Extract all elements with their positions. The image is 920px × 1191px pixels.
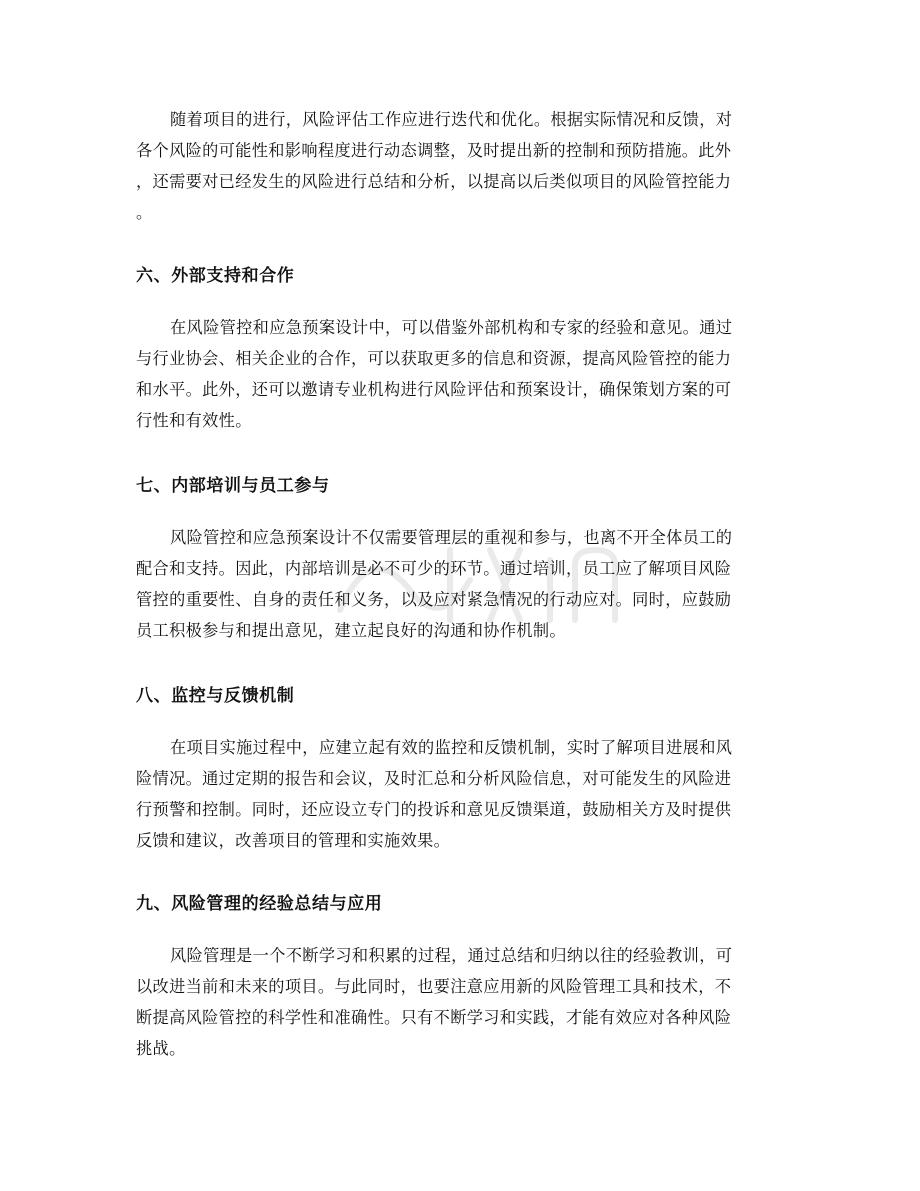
section-heading-monitoring-feedback: 八、监控与反馈机制	[136, 686, 295, 706]
paragraph-line: 行预警和控制。同时，还应设立专门的投诉和意见反馈渠道，鼓励相关方及时提供	[136, 800, 732, 819]
paragraph-line: 挑战。	[136, 1039, 186, 1058]
paragraph-risk-experience	[136, 940, 786, 1064]
paragraph-monitoring-feedback	[136, 732, 786, 856]
paragraph-line: 以改进当前和未来的项目。与此同时，也要注意应用新的风险管理工具和技术，不	[136, 977, 732, 996]
watermark-logo	[300, 490, 630, 660]
paragraph-line: 断提高风险管控的科学性和准确性。只有不断学习和实践，才能有效应对各种风险	[136, 1008, 732, 1027]
paragraph-line: 在风险管控和应急预案设计中，可以借鉴外部机构和专家的经验和意见。通过	[170, 318, 733, 337]
paragraph-risk-iteration	[136, 104, 786, 228]
paragraph-line: 行性和有效性。	[136, 411, 252, 430]
paragraph-external-support	[136, 312, 786, 436]
paragraph-line: 配合和支持。因此，内部培训是必不可少的环节。通过培训，员工应了解项目风险	[136, 559, 732, 578]
paragraph-line: 反馈和建议，改善项目的管理和实施效果。	[136, 831, 451, 850]
paragraph-line: 随着项目的进行，风险评估工作应进行迭代和优化。根据实际情况和反馈，对	[170, 110, 733, 129]
paragraph-line: 风险管理是一个不断学习和积累的过程，通过总结和归纳以往的经验教训，可	[170, 946, 733, 965]
section-heading-external-support: 六、外部支持和合作	[136, 266, 295, 286]
paragraph-line: 险情况。通过定期的报告和会议，及时汇总和分析风险信息，对可能发生的风险进	[136, 769, 732, 788]
paragraph-line: 各个风险的可能性和影响程度进行动态调整，及时提出新的控制和预防措施。此外	[136, 141, 732, 160]
paragraph-line: 在项目实施过程中，应建立起有效的监控和反馈机制，实时了解项目进展和风	[170, 738, 733, 757]
paragraph-line: 风险管控和应急预案设计不仅需要管理层的重视和参与，也离不开全体员工的	[170, 528, 733, 547]
paragraph-line: ，还需要对已经发生的风险进行总结和分析，以提高以后类似项目的风险管控能力	[136, 172, 732, 191]
paragraph-line: 管控的重要性、自身的责任和义务，以及应对紧急情况的行动应对。同时，应鼓励	[136, 590, 732, 609]
section-heading-internal-training: 七、内部培训与员工参与	[136, 476, 330, 496]
paragraph-line: 与行业协会、相关企业的合作，可以获取更多的信息和资源，提高风险管控的能力	[136, 349, 732, 368]
paragraph-line: 。	[136, 203, 153, 222]
paragraph-line: 和水平。此外，还可以邀请专业机构进行风险评估和预案设计，确保策划方案的可	[136, 380, 732, 399]
paragraph-line: 员工积极参与和提出意见，建立起良好的沟通和协作机制。	[136, 621, 566, 640]
section-heading-risk-experience: 九、风险管理的经验总结与应用	[136, 894, 383, 914]
